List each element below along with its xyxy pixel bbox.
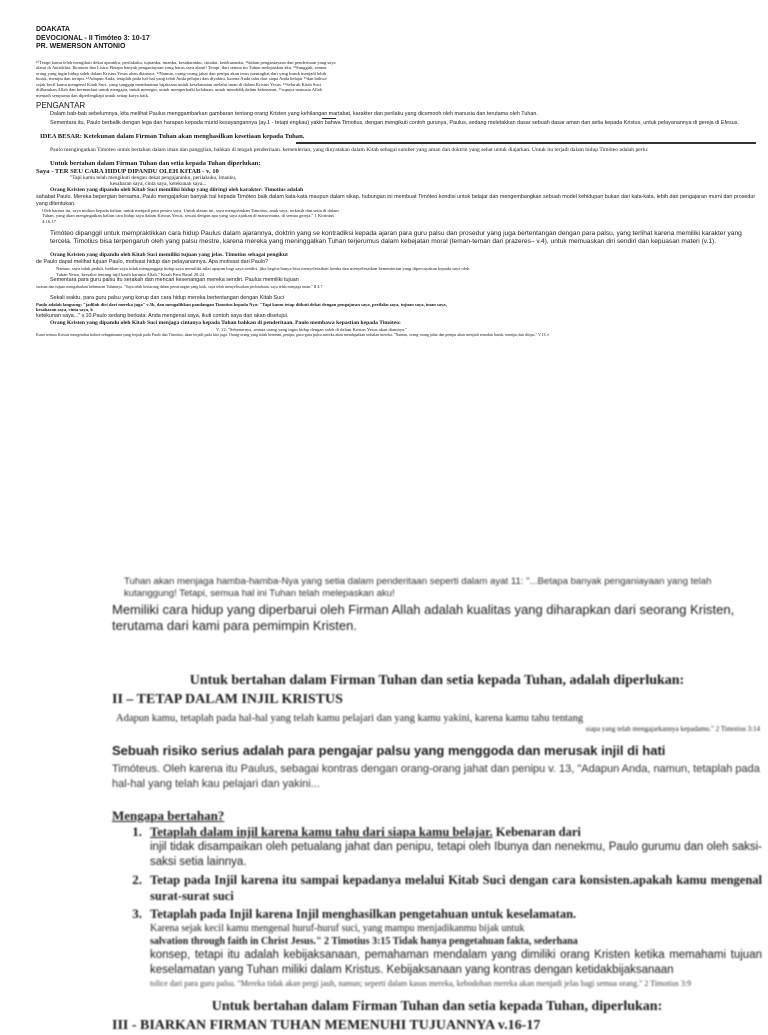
lower-section xyxy=(0,568,768,1033)
section1-heading-b: Saya - TER SEU CARA HIDUP DIPANDU OLEH KITAB - v. 10 xyxy=(36,168,219,176)
list-item-text-d: tolice dari para guru palsu. "Mereka tidak akan pergi jauh, namun; seperti dalam kasus mereka, kebodohan mereka akan menjadi jelas bagi semua orang." 2 Timotius 3:9 xyxy=(150,979,692,988)
section3-heading-a: Untuk bertahan dalam Firman Tuhan dan setia kepada Tuhan, diperlukan: xyxy=(211,999,663,1014)
list-item-text-c: konsep, tetapi itu adalah kebijaksanaan, pemahaman mendalam yang dimiliki orang Kristen ketika memahami tujuan keselamatan yang Tuhan miliki dalam Kristus. Kebijaksanaan yang kontras dengan ketidakbijaksanaan xyxy=(150,949,762,976)
section1-point1-lead: Orang Kristen yang dipandu oleh Kitab Suci memiliki hidup yang diiringi oleh karakter: Timotius adalah xyxy=(50,187,304,194)
list-number: 3. xyxy=(132,906,142,921)
intro-heading: PENGANTAR xyxy=(36,100,86,110)
section2-heading-a: Untuk bertahan dalam Firman Tuhan dan setia kepada Tuhan, adalah diperlukan: xyxy=(189,673,685,688)
section1-paragraph-4-small: swasan dan tujuan mengabarkan kebenaran Tuhannya. "Saya telah bertarung dalam pertarungan yang baik, saya telah menyelesaikan perlombaan, saya telah menjaga iman." II 4:7 xyxy=(36,283,323,289)
big-idea: IDEA BESAR: Ketekunan dalam Firman Tuhan akan menghasilkan kesetiaan kepada Tuhan. xyxy=(40,133,305,141)
list-item-lead-end: Kebenaran dari xyxy=(495,825,581,839)
section1-paragraph-4: Sementara para guru palsu itu serakah dan mencari kesenangan mereka sendiri. Paulus memiliki tujuan xyxy=(50,277,299,284)
header-title: DOAKATA xyxy=(36,26,70,33)
section1-quote-a: "Tapi kamu telah mengikuti dengan dekat pengajaranku, perilakuku, imanku, xyxy=(70,175,237,182)
list-item xyxy=(112,872,762,904)
list-item xyxy=(112,906,762,989)
upper-section xyxy=(36,26,756,337)
section1-point3-lead: Orang Kristen yang dipandu oleh Kitab Suci menjaga cintanya kepada Tuhan bahkan di penderitaan. Paulo membawa kepastian kepada Timóteo: xyxy=(50,319,401,326)
section1-paragraph-5-bold: Paulo adalah langsung: "jadilah diri dari mereka juga" v.5b, dan mengalihkan pandangan Timotius kepada Nya: "Tapi kamu tetap diikuti dekat dengan pengajaran saya, perilaku saya, tujuan saya, iman saya, kesabaran saya, cinta saya, k xyxy=(36,301,447,313)
section2-emphasis: Sebuah risiko serius adalah para pengajar palsu yang menggoda dan merusak injil di hati xyxy=(112,743,666,758)
header-author: PR. WEMERSON ANTONIO xyxy=(36,43,126,50)
list-item-lead: Tetaplah dalam injil karena kamu tahu dari siapa kamu belajar. xyxy=(150,825,493,839)
section1-point2-text: de Paulo dapat melihat tujuan Paulo, motivasi hidup dan pelayanannya. Apa motivasi dari Paulo? xyxy=(36,259,268,266)
list-item xyxy=(112,824,762,870)
list-item-lead: Tetaplah pada Injil karena Injil menghasilkan pengetahuan untuk keselamatan. xyxy=(150,907,577,921)
intro-paragraph-1: Dalam bab-bab sebelumnya, kita melihat Paulus menggambarkan gambaran tentang orang Kristen yang kehilangan martabat, karakter dan perilaku yang dicemooh oleh manusia dan terutama oleh Tuhan. xyxy=(50,110,538,117)
list-number: 2. xyxy=(132,872,142,887)
section2-heading-b: II – TETAP DALAM INJIL KRISTUS xyxy=(112,692,343,707)
lower-intro-line: Tuhan akan menjaga hamba-hamba-Nya yang setia dalam penderitaan seperti dalam ayat 11: "...Betapa banyak penganiayaan yang telah kutanggung! Tetapi, semua hal ini Tuhan telah melepaskan aku! xyxy=(124,576,712,599)
header-devotional: DEVOCIONAL - II Timóteo 3: 10-17 xyxy=(36,34,150,42)
section1-point3-small: Kami tentara Kristus mengetahui bahwa sebagaimana yang terjadi pada Paulo dan Timotius, akan terjadi pada kita juga. Orang-orang yang tidak beriman, penipu, guru-guru palsu mereka akan mendapatkan imbalan mereka. "Namun, orang-orang jahat dan penipu akan menjadi semakin buruk, menipu dan ditipu." V.13, e xyxy=(36,332,550,338)
paulo-paragraph: Paulo mengingatkan Timóteo untuk bertahan dalam iman dan panggilan, bahkan di tengah penderitaan. kemenlerian, yang dinyatakan dalam Kitab sebagai sumber yang aman dan doktrin yang sehat untuk diajarkan. Untuk itu terjadi dalam hidup Timóteo adalah perlu: xyxy=(50,147,649,154)
section1-paragraph-5-end: ketekunan saya..." v.10.Paulo sedang berkata: Anda mengenal saya, ikuti contoh saya dan akan disetujui. xyxy=(36,312,289,319)
list-item-text: injil tidak disampaikan oleh petualang jahat dan penipu, tetapi oleh Ibunya dan nenekmu, Paulo gurumu dan oleh saksi-saksi setia lainnya. xyxy=(150,841,762,868)
section1-quote-b: kesabaran saya, cinta saya, ketekunan saya... xyxy=(110,180,207,187)
section1-paragraph-2: Timóteo dipanggil untuk mempraktikkan cara hidup Paulus dalam ajarannya, doktrin yang se kontradiksi kepada ajaran para guru palsu dan prosedur yang juga bertentangan dengan para palsu, yang terlihat karena memiliki karakter yang tercela. Timotius bisa terpengaruh oleh yang palsu mestre, karena mereka yang meninggalkan Tuhan terjerumus dalam kebejatan moral (teman-teman dari prazeres– v.4), untuk memuaskan diri sendiri dan kepuasan materi (v.1). xyxy=(50,230,742,246)
section1-paragraph-5: Sekali waktu, para guru palsu yang korup dan cara hidup mereka bertentangan dengan Kitab Suci xyxy=(50,294,285,301)
section1-point2-lead: Orang Kristen yang dipandu oleh Kitab Suci memiliki tujuan yang jelas. Timotius sebagai pengikut xyxy=(50,252,288,259)
intro-paragraph-2: Sementara itu, Paulo berbalik dengan lega dan harapan kepada murid kesayangannya (ay.1 - tetapi engkau) yakin bahwa Timotius, dengan mengikuti contoh gurunya, Paulus, sedang meletakkan dasar sebuah dasar aman dan setia kepada Kristus, untuk pelayanannya di gereja di Efesus. xyxy=(50,120,739,127)
section2-quote: Adapun kamu, tetaplah pada hal-hal yang telah kamu pelajari dan yang kamu yakini, karena kamu tahu tentang xyxy=(116,713,584,724)
list-item-lead: Tetap pada Injil karena itu sampai kepadanya melalui Kitab Suci dengan cara konsisten.apakah kamu mengenal surat-surat suci xyxy=(150,873,762,903)
lower-emphasis: Memiliki cara hidup yang diperbarui oleh Firman Allah adalah kualitas yang diharapkan dari seorang Kristen, terutama dari kami para pemimpin Kristen. xyxy=(112,602,735,633)
section2-quote-ref: siapa yang telah mengajarkannya kepadamu." 2 Timotius 3:14 xyxy=(585,725,760,733)
section1-point1-text: sahabat Paulo. Mereka bepergian bersama, Paulo mengajarkan banyak hal kepada Timóteo baik dalam kata-kata maupun dalam sikap. hubungan ini membuat Timóteo kondisi untuk belajar dan mengembangkan sebuah model kehidupan bukan dari kata-kata, lebih dari pengajaran murni dari prosedur yang ditentukan. xyxy=(36,194,756,207)
section1-small-quote: Oleh karena itu, saya mohon kepada kalian, untuk menjadi para peniru saya. Untuk alasan ini, saya mengirimkan Timotius, anak saya, terkasih dan setia di dalam Tuhan, yang akan mengingatkan kalian cara hidup saya dalam Kristus Yesus, sesuai dengan apa yang saya ajarkan di mana-mana, di semua gereja." 1 Korintus 4:16,17 xyxy=(42,207,339,224)
divider xyxy=(322,118,336,119)
list-number: 1. xyxy=(132,824,142,839)
why-heading: Mengapa bertahan? xyxy=(112,808,225,823)
section1-heading-a: Untuk bertahan dalam Firman Tuhan dan setia kepada Tuhan diperlukan: xyxy=(50,160,261,168)
scripture-intro: ¹⁰Tetapi kamu telah mengikuti dekat ajaranku, perilakuku, tujuanku, imanku, kesabaranku, cintaku, ketekunanku, ¹¹dalam penganiayaan dan penderitaan yang saya alami di Antiokhia, Ikonium dan Listra. Betapa banyak penganiayaan yang harus saya alami! Tetapi, dari semua itu Tuhan melepaskan aku. ¹²Sungguh, semua orang yang ingin hidup saleh dalam Kristus Yesus akan dianiaya. ¹³Namun, orang-orang jahat dan penipu akan terus meningkat dari yang buruk menjadi lebih buruk, menipu dan tertipu. ¹⁴Adapun Anda, tetaplah pada hal-hal yang telah Anda pelajari dan diyakini, karena Anda tahu dari siapa Anda belajar ¹⁵dan bahwa sejak kecil kamu mengenal Kitab Suci, yang sanggup membuatmu bijaksana untuk keselamatan melalui iman di dalam Kristus Yesus. ¹⁶Seluruh Kitab Suci diilhamkan Allah dan bermanfaat untuk mengajar, untuk menegur, untuk memperbaiki kelakuan, untuk mendidik dalam kebenaran, ¹⁷supaya manusia Allah menjadi sempurna dan diperlengkapi untuk setiap karya baik. xyxy=(36,59,336,99)
section1-point3-text: V. 12: "Sebenarnya, semua orang yang ingin hidup dengan saleh di dalam Kristus Yesus akan dianiaya." xyxy=(216,326,408,332)
list-item-text-b: salvation through faith in Christ Jesus." 2 Timotius 3:15 Tidak hanya pengetahuan fakta, sederhana xyxy=(150,936,578,947)
reasons-list xyxy=(112,824,762,991)
section2-paragraph: Timóteus. Oleh karena itu Paulus, sebagai kontras dengan orang-orang jahat dan penipu v. 13, "Adapun Anda, namun, tetaplah pada hal-hal yang telah kau pelajari dan yakini... xyxy=(112,763,760,790)
section1-quote-3: Namun, saya tidak peduli, bahkan saya tidak menganggap hidup saya memiliki nilai apapun bagi saya sendiri, jika begitu-hanya bisa menyelesaikan lomba dan menyelesaikan kementerian yang dipercayakan kepada saya oleh Tuhan Yesus, bersaksi tentang injil kasih karunia Allah." Kisah Para Rasul 20:24 xyxy=(56,266,470,277)
list-item-text-a: Karena sejak kecil kamu mengenal huruf-huruf suci, yang mampu menjadikanmu bijak untuk xyxy=(150,923,525,934)
section3-heading-b: III - BIARKAN FIRMAN TUHAN MEMENUHI TUJUANNYA v.16-17 xyxy=(112,1018,541,1033)
divider xyxy=(296,142,756,144)
